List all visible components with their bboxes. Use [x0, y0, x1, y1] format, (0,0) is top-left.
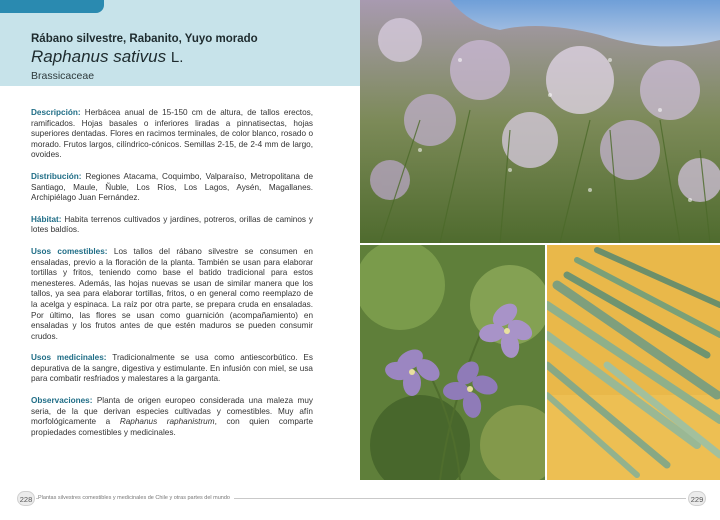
usos-comestibles-text: Los tallos del rábano silvestre se consumen en ensaladas, previo a la floración de la planta. También se usan para elaborar tortillas y fritos, teniendo como base el batido tradicional para estos menesteres. Además, las hojas nuevas se usan de similar manera que los tallos, ya sea para elaborar tortillas, fritos, o en general como reemplazo de la acelga y espinaca. La raíz por otra parte, se prepara cruda en ensaladas. Por último, las flores se usan como guarnición (acompañamiento) en ensaladas y los frutos antes de que estén maduros se pueden consumir crudos. [31, 246, 313, 341]
scientific-name-line [31, 47, 351, 68]
observaciones-text-before: Planta de origen europeo considerada una maleza muy seria, de la que derivan especies cultivadas y comestibles. Muy afín morfológicamente a [31, 396, 313, 427]
scientific-name: Raphanus sativus [31, 47, 167, 66]
observaciones-text-after: , con quien comparte propiedades comestibles y medicinales. [31, 417, 314, 437]
common-names: Rábano silvestre, Rabanito, Yuyo morado [31, 33, 258, 45]
page-number-right: 229 [688, 491, 706, 506]
usos-comestibles-label: Usos comestibles: [31, 246, 108, 256]
page-number-left: 228 [17, 491, 35, 506]
usos-comestibles-paragraph [31, 247, 313, 342]
descripcion-label: Descripción: [31, 108, 81, 117]
observaciones-paragraph [31, 396, 313, 438]
observaciones-italic-species: Raphanus raphanistrum [119, 417, 215, 427]
family-name: Brassicaceae [31, 70, 95, 82]
habitat-paragraph [31, 215, 313, 236]
author-abbrev: L. [170, 49, 184, 66]
usos-medicinales-label: Usos medicinales: [31, 353, 107, 363]
habitat-text: Habita terrenos cultivados y jardines, potreros, orillas de caminos y lotes baldíos. [31, 214, 313, 235]
distribucion-label: Distribución: [31, 171, 82, 181]
usos-medicinales-text: Tradicionalmente se usa como antiescorbútico. Es depurativa de la sangre, digestiva y estimulante. En infusión con miel, se usa para combatir resfriados y malestares a la garganta. [31, 353, 313, 384]
photo-green-pods [547, 245, 720, 480]
species-description [31, 108, 313, 449]
observaciones-label: Observaciones: [31, 396, 93, 406]
usos-medicinales-paragraph [31, 353, 313, 385]
distribucion-text: Regiones Atacama, Coquimbo, Valparaíso, Metropolitana de Santiago, Maule, Ñuble, Los Ríos, Los Lagos, Aysén, Magallanes. Archipiélago Juan Fernández. [31, 171, 313, 203]
descripcion-paragraph [31, 108, 313, 161]
distribucion-paragraph [31, 172, 313, 204]
header-tab [0, 0, 104, 13]
descripcion-text: Herbácea anual de 15-150 cm de altura, de tallos erectos, ramificados. Hojas basales o inferiores liradas a pinnatisectas, hojas superiores dentadas. Flores en racimos terminales, de color blanco, rosado o morado. Frutos largos, cilíndrico-cónicos. Semillas 2-15, de 2-4 mm de largo, ovoides. [31, 108, 313, 160]
photo-flowering-field [360, 0, 720, 243]
footer-book-title: Plantas silvestres comestibles y medicinales de Chile y otras partes del mundo [38, 494, 234, 502]
species-header [31, 32, 351, 83]
habitat-label: Hábitat: [31, 214, 62, 224]
photo-flower-closeup [360, 245, 545, 480]
